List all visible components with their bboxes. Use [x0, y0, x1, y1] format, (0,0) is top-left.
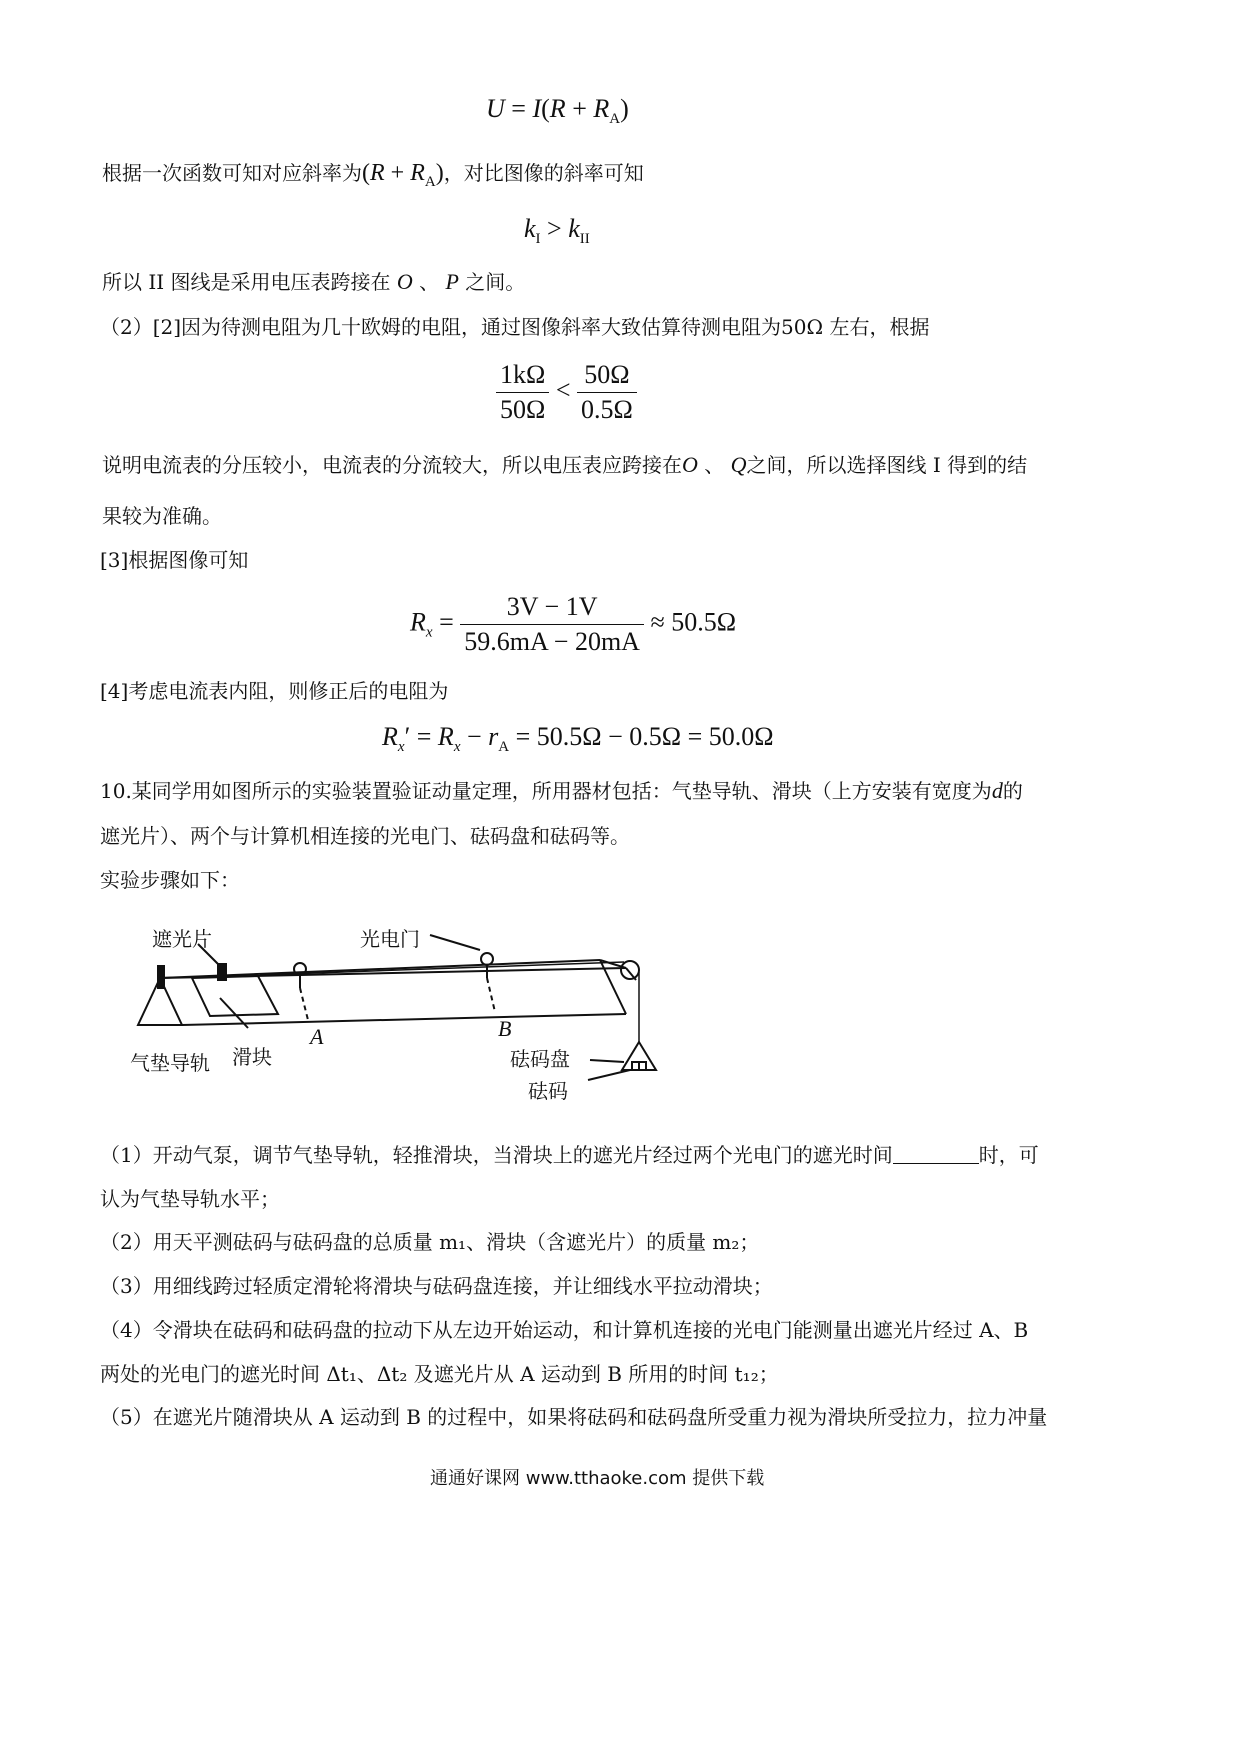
step-3: （3）用细线跨过轻质定滑轮将滑块与砝码盘连接，并让细线水平拉动滑块； [100, 1274, 773, 1298]
step-1-line1: （1）开动气泵，调节气垫导轨，轻推滑块，当滑块上的遮光片经过两个光电门的遮光时间 时，可 [100, 1143, 1039, 1167]
air-track-diagram [130, 920, 670, 1110]
label-b: B [498, 1016, 512, 1041]
label-air-track: 气垫导轨 [130, 1051, 210, 1075]
label-slider: 滑块 [232, 1045, 272, 1069]
slider-block [192, 976, 278, 1016]
photogate-b [481, 953, 493, 965]
step-1-line2: 认为气垫导轨水平； [100, 1187, 280, 1211]
step-4-line1: （4）令滑块在砝码和砝码盘的拉动下从左边开始运动，和计算机连接的光电门能测量出遮光片经过 A、B [100, 1318, 1029, 1342]
paragraph-explanation-line2: 果较为准确。 [102, 504, 222, 528]
paragraph-slope: 根据一次函数可知对应斜率为$(R + R_A)$，对比图像的斜率可知 [102, 160, 644, 190]
question-10-line3: 实验步骤如下： [100, 868, 240, 892]
answer-blank[interactable] [893, 1143, 979, 1164]
paragraph-step-four: [4]考虑电流表内阻，则修正后的电阻为 [100, 679, 449, 703]
label-weight-pan: 砝码盘 [510, 1047, 570, 1071]
paragraph-line-two: 所以 II 图线是采用电压表跨接在 O 、 P 之间。 [102, 269, 526, 294]
label-weight: 砝码 [528, 1079, 568, 1103]
equation-slope-compare: $k_I > k_{II}$ [524, 214, 590, 247]
question-10-line1: 10.某同学用如图所示的实验装置验证动量定理，所用器材包括：气垫导轨、滑块（上方安装有宽度为d的 [100, 778, 1023, 803]
pulley [621, 961, 639, 979]
equation-ohm: $U = I(R + R_A)$ [486, 94, 629, 127]
paragraph-part-two: （2）[2]因为待测电阻为几十欧姆的电阻，通过图像斜率大致估算待测电阻为50Ω 左右，根据 [100, 315, 930, 339]
paragraph-step-three: [3]根据图像可知 [100, 548, 249, 572]
fraction-left: $\frac{1k\Omega}{50\Omega}$ [496, 360, 549, 425]
label-photogate: 光电门 [360, 927, 420, 951]
step-5: （5）在遮光片随滑块从 A 运动到 B 的过程中，如果将砝码和砝码盘所受重力视为滑块所受拉力，拉力冲量 [100, 1405, 1048, 1429]
question-10-line2: 遮光片）、两个与计算机相连接的光电门、砝码盘和砝码等。 [100, 824, 630, 848]
footer-source: 通通好课网 www.tthaoke.com 提供下载 [430, 1468, 765, 1489]
shading-plate [218, 964, 226, 980]
equation-rx: $R_x$ = $\frac{3V - 1V}{59.6mA - 20mA}$ ≈ 50.5Ω [410, 592, 737, 656]
paragraph-explanation-line1: 说明电流表的分压较小，电流表的分流较大，所以电压表应跨接在O 、 Q之间，所以选择图线 I 得到的结 [102, 452, 1028, 477]
fraction-right: $\frac{50\Omega}{0.5\Omega}$ [577, 360, 637, 425]
label-a: A [310, 1024, 324, 1049]
step-4-line2: 两处的光电门的遮光时间 Δt₁、Δt₂ 及遮光片从 A 运动到 B 所用的时间 t₁₂； [100, 1362, 779, 1386]
step-2: （2）用天平测砝码与砝码盘的总质量 m₁、滑块（含遮光片）的质量 m₂； [100, 1230, 760, 1254]
equation-rx-corrected: $R_x' = R_x - r_A = 50.5\Omega - 0.5\Omega = 50.0\Omega$ [382, 722, 774, 755]
equation-ratio-compare: $\frac{1k\Omega}{50\Omega}$ < $\frac{50\Omega}{0.5\Omega}$ [496, 360, 637, 425]
label-shading-plate: 遮光片 [152, 927, 212, 951]
